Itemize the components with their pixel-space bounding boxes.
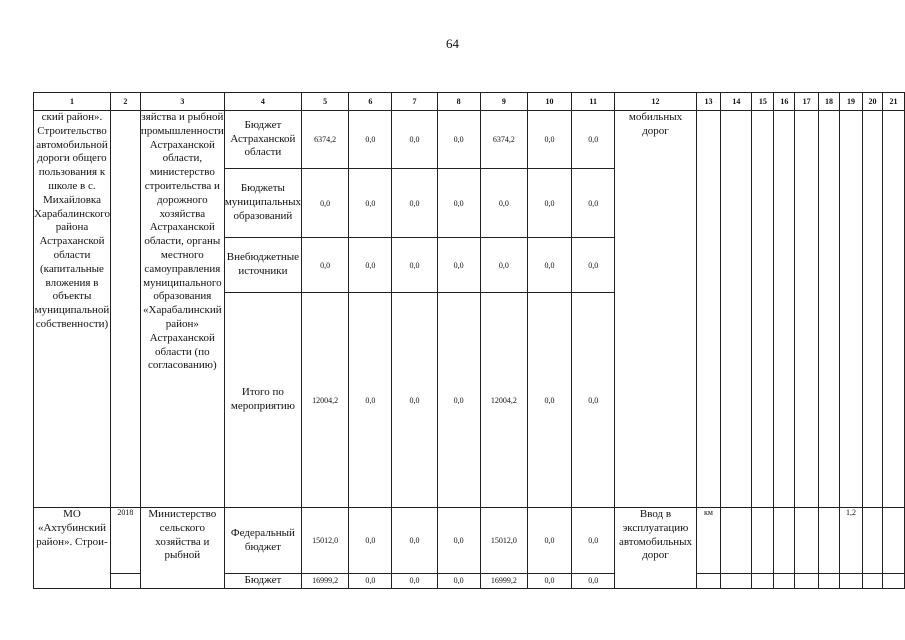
header-cell: 13 bbox=[696, 93, 721, 111]
value-cell: 0,0 bbox=[437, 111, 480, 169]
header-cell: 15 bbox=[752, 93, 774, 111]
empty-cell bbox=[882, 111, 904, 508]
empty-cell bbox=[752, 111, 774, 508]
empty-cell bbox=[752, 574, 774, 589]
empty-cell bbox=[774, 574, 795, 589]
empty-cell bbox=[819, 508, 840, 574]
value-cell: 0,0 bbox=[572, 169, 615, 238]
value-cell: 0,0 bbox=[349, 111, 392, 169]
value-cell: 0,0 bbox=[527, 574, 571, 589]
value-cell: 15012,0 bbox=[480, 508, 527, 574]
empty-cell bbox=[862, 574, 882, 589]
empty-cell bbox=[752, 508, 774, 574]
header-cell: 19 bbox=[839, 93, 862, 111]
funding-source: Бюджет bbox=[224, 574, 301, 589]
value-cell: 0,0 bbox=[527, 238, 571, 293]
value-cell: 0,0 bbox=[437, 293, 480, 508]
value-cell: 0,0 bbox=[572, 111, 615, 169]
value-cell: 0,0 bbox=[301, 169, 348, 238]
value-cell: 0,0 bbox=[572, 508, 615, 574]
empty-cell bbox=[696, 111, 721, 508]
funding-source: Итого по мероприятию bbox=[224, 293, 301, 508]
header-cell: 5 bbox=[301, 93, 348, 111]
indicator-name: мобильных дорог bbox=[615, 111, 696, 508]
year-cell bbox=[110, 111, 140, 508]
header-cell: 6 bbox=[349, 93, 392, 111]
header-cell: 18 bbox=[819, 93, 840, 111]
value-cell: 0,0 bbox=[301, 238, 348, 293]
value-cell: 12004,2 bbox=[480, 293, 527, 508]
empty-cell bbox=[795, 574, 819, 589]
empty-cell bbox=[721, 574, 752, 589]
empty-cell bbox=[774, 111, 795, 508]
value-cell: 0,0 bbox=[572, 574, 615, 589]
value-cell: 0,0 bbox=[572, 238, 615, 293]
value-cell: 0,0 bbox=[527, 169, 571, 238]
table-row bbox=[34, 111, 905, 169]
budget-table bbox=[33, 92, 905, 589]
year-cell: 2018 bbox=[110, 508, 140, 574]
header-cell: 2 bbox=[110, 93, 140, 111]
value-cell: 0,0 bbox=[392, 169, 437, 238]
funding-source: Бюджеты муниципальных образований bbox=[224, 169, 301, 238]
value-cell: 0,0 bbox=[572, 293, 615, 508]
value-cell: 0,0 bbox=[349, 293, 392, 508]
funding-source: Бюджет Астраханской области bbox=[224, 111, 301, 169]
value-cell: 0,0 bbox=[349, 238, 392, 293]
empty-cell bbox=[882, 574, 904, 589]
value-cell: 6374,2 bbox=[480, 111, 527, 169]
value-cell: 0,0 bbox=[437, 508, 480, 574]
value-cell: 0,0 bbox=[527, 508, 571, 574]
value-cell: 0,0 bbox=[527, 111, 571, 169]
table-row bbox=[34, 508, 905, 574]
header-cell: 16 bbox=[774, 93, 795, 111]
value-cell: 15012,0 bbox=[301, 508, 348, 574]
value-cell: 0,0 bbox=[392, 111, 437, 169]
empty-cell bbox=[839, 574, 862, 589]
executor-cell: зяйства и рыбной промышленности Астраханской области, министерство строительства и дорожного хозяйства Астраханской области, органы местного самоуправления муниципального образования «Харабалинский район» Астраханской области (по согласованию) bbox=[140, 111, 224, 508]
value-cell: 0,0 bbox=[437, 574, 480, 589]
header-cell: 9 bbox=[480, 93, 527, 111]
value-cell: 0,0 bbox=[480, 169, 527, 238]
header-cell: 3 bbox=[140, 93, 224, 111]
value-cell: 0,0 bbox=[349, 574, 392, 589]
empty-cell bbox=[696, 574, 721, 589]
executor-cell: Министерство сельского хозяйства и рыбной bbox=[140, 508, 224, 589]
empty-cell bbox=[110, 574, 140, 589]
value-cell: 0,0 bbox=[437, 238, 480, 293]
header-cell: 8 bbox=[437, 93, 480, 111]
header-cell: 14 bbox=[721, 93, 752, 111]
empty-cell bbox=[721, 508, 752, 574]
value-cell: 0,0 bbox=[480, 238, 527, 293]
value-cell: 6374,2 bbox=[301, 111, 348, 169]
value-cell: 16999,2 bbox=[301, 574, 348, 589]
funding-source: Федеральный бюджет bbox=[224, 508, 301, 574]
target-value-cell: 1,2 bbox=[839, 508, 862, 574]
empty-cell bbox=[862, 508, 882, 574]
empty-cell bbox=[882, 508, 904, 574]
empty-cell bbox=[721, 111, 752, 508]
header-row bbox=[34, 93, 905, 111]
value-cell: 0,0 bbox=[527, 293, 571, 508]
header-cell: 11 bbox=[572, 93, 615, 111]
empty-cell bbox=[819, 111, 840, 508]
header-cell: 1 bbox=[34, 93, 111, 111]
value-cell: 0,0 bbox=[392, 238, 437, 293]
unit-cell: км bbox=[696, 508, 721, 574]
empty-cell bbox=[795, 508, 819, 574]
header-cell: 12 bbox=[615, 93, 696, 111]
measure-description: МО «Ахтубинский район». Строи- bbox=[34, 508, 111, 589]
empty-cell bbox=[839, 111, 862, 508]
header-cell: 4 bbox=[224, 93, 301, 111]
value-cell: 0,0 bbox=[437, 169, 480, 238]
empty-cell bbox=[862, 111, 882, 508]
empty-cell bbox=[795, 111, 819, 508]
value-cell: 0,0 bbox=[392, 574, 437, 589]
page-number: 64 bbox=[446, 36, 459, 51]
value-cell: 0,0 bbox=[392, 508, 437, 574]
value-cell: 0,0 bbox=[349, 169, 392, 238]
header-cell: 7 bbox=[392, 93, 437, 111]
value-cell: 0,0 bbox=[392, 293, 437, 508]
funding-source: Внебюджетные источники bbox=[224, 238, 301, 293]
measure-description: ский район». Строительство автомобильной дороги общего пользования к школе в с. Михайловка Харабалинского района Астраханской области (капитальные вложения в объекты муниципальной собственности) bbox=[34, 111, 111, 508]
header-cell: 10 bbox=[527, 93, 571, 111]
value-cell: 0,0 bbox=[349, 508, 392, 574]
value-cell: 16999,2 bbox=[480, 574, 527, 589]
indicator-name: Ввод в эксплуатацию автомобильных дорог bbox=[615, 508, 696, 589]
header-cell: 21 bbox=[882, 93, 904, 111]
value-cell: 12004,2 bbox=[301, 293, 348, 508]
empty-cell bbox=[774, 508, 795, 574]
header-cell: 17 bbox=[795, 93, 819, 111]
empty-cell bbox=[819, 574, 840, 589]
header-cell: 20 bbox=[862, 93, 882, 111]
